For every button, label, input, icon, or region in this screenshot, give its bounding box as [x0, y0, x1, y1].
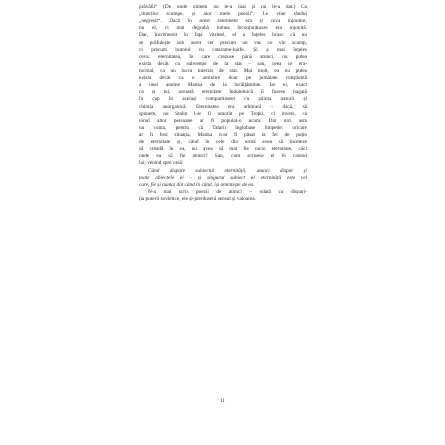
text-line: tonul altor persoane ar fi populat-o acum. Dar nici asta	[139, 117, 307, 124]
text-line: exista decât ca o amintire doar pe jumătate conștientă	[139, 75, 307, 82]
text-line: de eternitate și, când în cele din urmă avea să înceteze	[139, 139, 307, 146]
text-line: tocmai, ca un lucru interzis de stat. Mai mult, ea nu putea	[139, 67, 307, 74]
text-line: „tinerilor scumpe, și alor mele poezii“. Le vine rândul	[139, 11, 307, 18]
text-line: Dar, încremenit în fața vitrinei, el a înțeles brusc că nu	[139, 32, 307, 39]
text-line: ția puterii sovietice, ele și-pierduseră sensul și valoarea.	[139, 195, 256, 202]
text-line: unde ea să fie atunci? Sau, cum scrisese el în caietul	[139, 153, 307, 160]
text-line: toate obiectele ei – și singurul subiect al eternității este cel	[139, 174, 307, 181]
text-line: spunem, nu Stalin l-ar fi omorât pe Troțki, ci invers, ca	[139, 110, 307, 117]
text-line: care, fie și numai din când în când, își amintește de ea.	[139, 181, 255, 188]
text-line: se prăfuiește sub acest cer precum un vas cu vin scump,	[139, 39, 307, 46]
text-line: nu conta, pentru că Tatarii înglobase limpede: oricare	[139, 124, 307, 131]
text-line: să creadă în ea, nu avea să mai fie nicio eternitate, căci	[139, 146, 307, 153]
page-number: 11	[220, 398, 225, 404]
body-text	[139, 4, 307, 203]
text-line: N-a mai scris poezii de atunci – odată cu dispari-	[148, 188, 307, 195]
text-line: în cap în același compartiment cu știința naturii și	[139, 96, 307, 103]
text-line: ci precum butoiul cu catarame-harfe. Și a mai înțeles	[139, 46, 307, 53]
text-line: chimia anorganică. Eternitatea era arbitrară – dacă, să	[139, 103, 307, 110]
text-line: ceva: eternitatea, în care crezuse până atunci, nu putea	[139, 53, 307, 60]
text-line: nu el, ci mai degrabă lumea înconjurătoare era injonită.	[139, 25, 307, 32]
text-line: „negreșit“. Dacă în acest sentiment era și ceva injonitor,	[139, 18, 307, 25]
text-line: Când dispare subiectul eternității, atunci dispar și	[148, 167, 307, 174]
text-line: a unei anume Manka de la încălțăminte. Iar ei, exact	[139, 82, 307, 89]
text-line: prăvălii“ (De unde nimeni nu le-a luat și nu le-a dat.) Ca	[139, 4, 307, 10]
text-line: ca și lui, această eternitate îndoielnică îi fusese bagată	[139, 89, 307, 96]
text-line: exista decât cu subvenție de la stat – sau, ceea ce era-	[139, 60, 307, 67]
text-line: lui, venind spre casă:	[139, 160, 184, 167]
text-line: ar fi fost situația, Manka n-ar fi păsat la fel de puțin	[139, 131, 307, 138]
